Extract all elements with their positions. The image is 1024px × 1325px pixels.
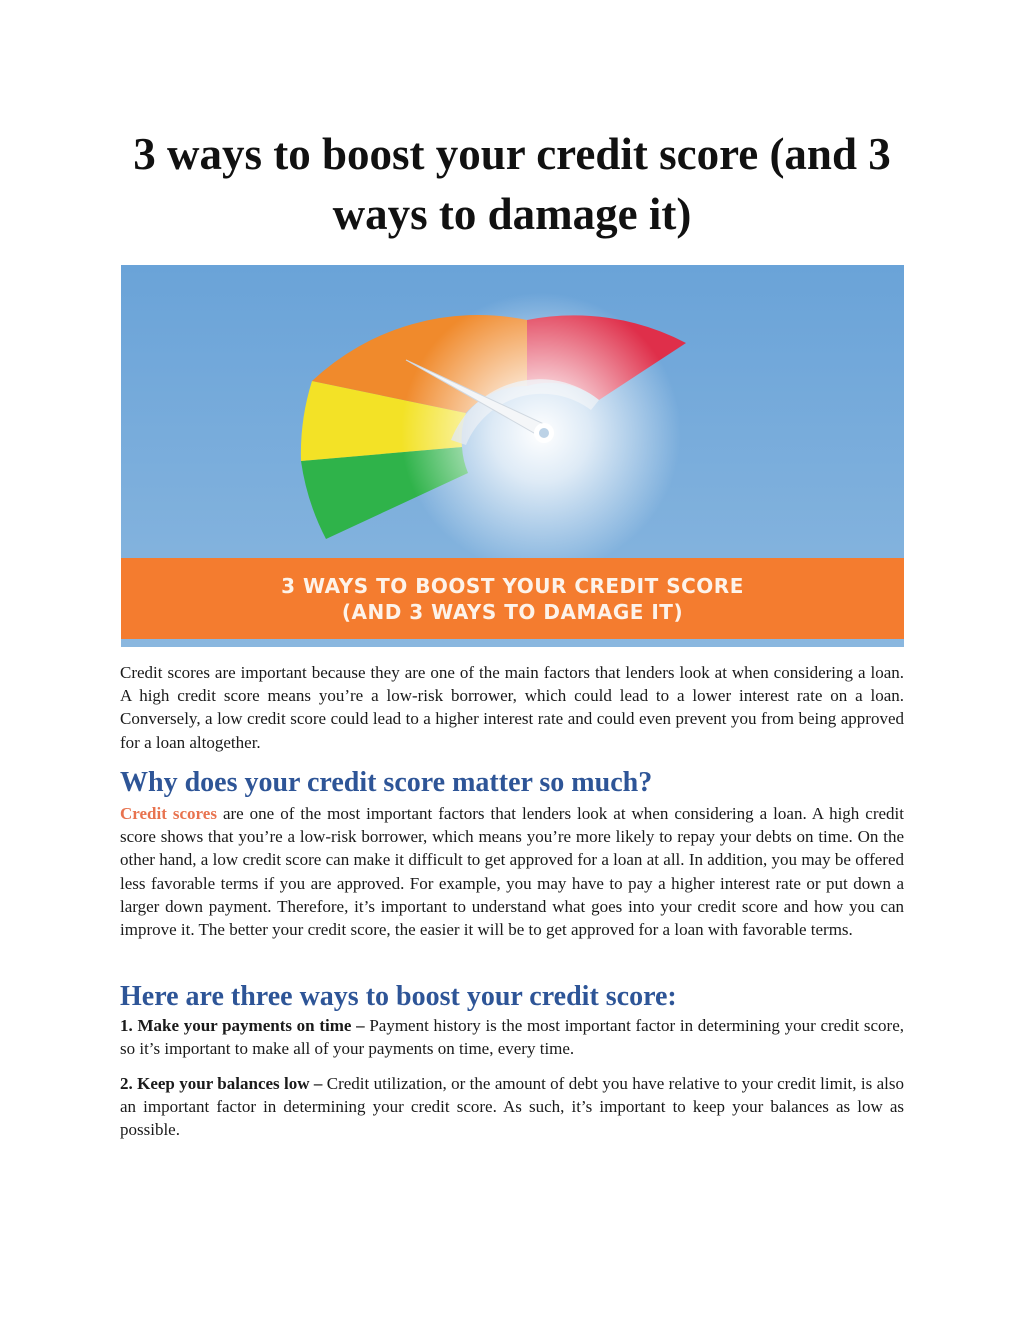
section-heading-why: Why does your credit score matter so much? xyxy=(120,767,653,798)
why-paragraph xyxy=(120,802,904,941)
hero-banner-text: 3 WAYS TO BOOST YOUR CREDIT SCORE (AND 3 WAYS TO DAMAGE IT) xyxy=(281,573,744,624)
list-item-text: Credit utilization, or the amount of debt you have relative to your credit limit, is also an important factor in determining your credit score. As such, it’s important to keep your balances as low as possible. xyxy=(120,1074,904,1140)
list-item-text: Payment history is the most important factor in determining your credit score, so it’s important to make all of your payments on time, every time. xyxy=(120,1016,904,1059)
credit-scores-link[interactable]: Credit scores xyxy=(120,804,217,823)
hero-banner xyxy=(121,558,904,639)
list-item-lead: 2. Keep your balances low – xyxy=(120,1074,323,1093)
list-item xyxy=(120,1014,904,1060)
list-item-lead: 1. Make your payments on time – xyxy=(120,1016,365,1035)
why-paragraph-text: are one of the most important factors that lenders look at when considering a loan. A high credit score shows that you’re a low-risk borrower, which means you’re more likely to repay your debts on time. On the other hand, a low credit score can make it difficult to get approved for a loan at all. In addition, you may be offered less favorable terms if you are approved. For example, you may have to pay a higher interest rate or put down a larger down payment. Therefore, it’s important to understand what goes into your credit score and how you can improve it. The better your credit score, the easier it will be to get approved for a loan with favorable terms. xyxy=(120,804,904,940)
list-item xyxy=(120,1072,904,1142)
intro-paragraph: Credit scores are important because they are one of the main factors that lenders look at when considering a loan. A high credit score means you’re a low-risk borrower, which could lead to a lower interest rate on a loan. Conversely, a low credit score could lead to a higher interest rate and could even prevent you from being approved for a loan altogether. xyxy=(120,663,904,752)
page-title: 3 ways to boost your credit score (and 3 ways to damage it) xyxy=(133,129,891,239)
hero-image xyxy=(121,265,904,647)
section-heading-boost: Here are three ways to boost your credit score: xyxy=(120,981,677,1012)
